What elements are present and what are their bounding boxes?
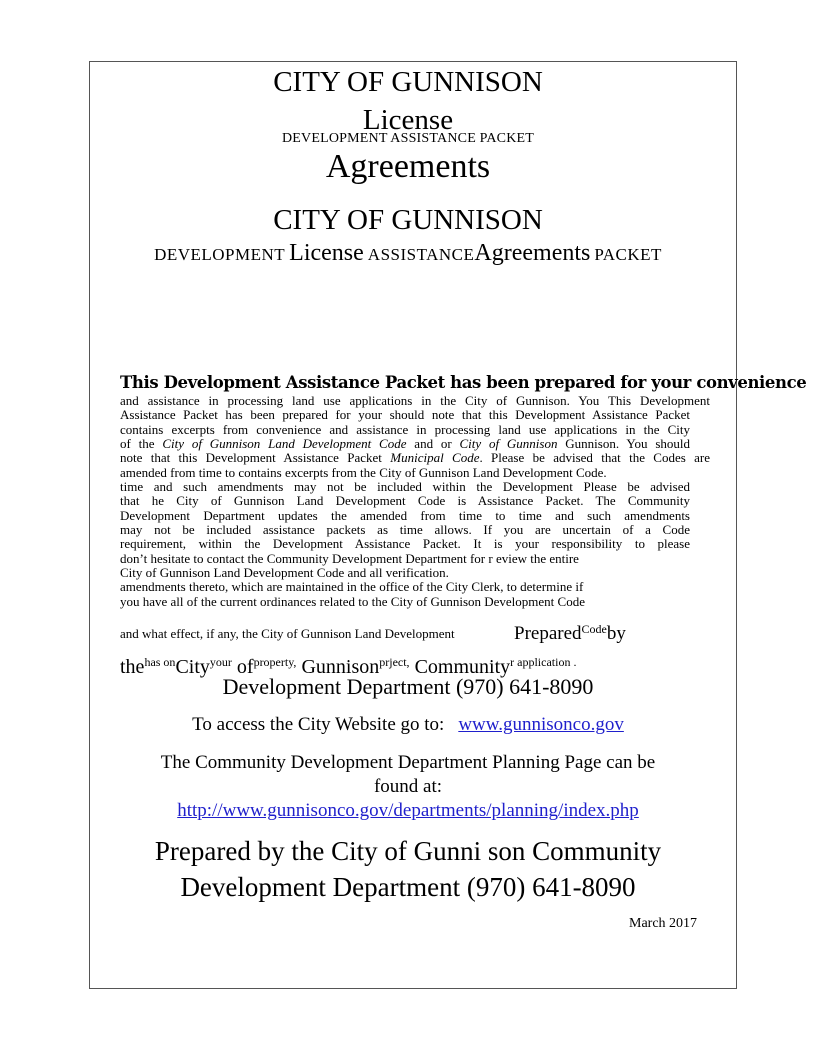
body-text-italic: City of Gunnison Land Development Code [162, 436, 407, 452]
body-line: Assistance Packet has been prepared for your should note that this Development Assistance Packet [120, 407, 690, 423]
title-city: CITY OF GUNNISON [273, 66, 543, 98]
body-line: contains excerpts from convenience and assistance in processing land use applications in the City [120, 421, 690, 437]
body-line: time and such amendments may not be included within the Development Please be advised [120, 479, 690, 495]
scramble-word: City [175, 656, 210, 678]
website-label: To access the City Website go to: [192, 714, 445, 735]
scramble-superscript: has on [144, 655, 176, 669]
mixed-word: License [289, 240, 364, 266]
scramble-superscript: . [570, 655, 577, 669]
scramble-word: of [236, 656, 254, 678]
body-text-run: note that this Development Assistance Packet [120, 450, 382, 466]
title-agreements: Agreements [325, 148, 491, 185]
mixed-title-line [0, 240, 816, 267]
body-line: and assistance in processing land use applications in the City of Gunnison. You This Development [120, 393, 710, 408]
scramble-superscript: your [209, 655, 232, 669]
body-line: may not be included assistance packets as time allows. If you are uncertain of a Code [120, 522, 690, 538]
body-line: that he City of Gunnison Land Development Code is Assistance Packet. The Community [120, 493, 690, 509]
prepared-by-department-line: Development Department (970) 641-8090 [180, 872, 636, 902]
document-date: March 2017 [629, 916, 698, 931]
scramble-word: the [120, 656, 145, 678]
body-line: City of Gunnison Land Development Code and all verification. [120, 565, 449, 581]
mixed-word: Agreements [474, 240, 591, 266]
prepared-word: Prepared [514, 623, 582, 644]
body-line [120, 437, 690, 451]
body-text-run: Gunnison. You should [557, 436, 690, 452]
title-city-repeat: CITY OF GUNNISON [273, 204, 543, 236]
department-phone-line: Development Department (970) 641-8090 [222, 674, 594, 699]
planning-text-line: The Community Development Department Planning Page can be [160, 752, 656, 773]
mixed-word: PACKET [594, 245, 662, 264]
title-license: License [362, 104, 454, 136]
scramble-superscript: property, [253, 655, 297, 669]
body-line: requirement, within the Development Assistance Packet. It is your responsibility to please [120, 536, 690, 552]
title-development-assistance-packet: DEVELOPMENT ASSISTANCE PACKET [281, 131, 535, 146]
body-line: Development Department updates the amended from time to time and such amendments [120, 507, 690, 523]
body-text-italic: City of Gunnison [459, 436, 558, 452]
body-line [120, 451, 710, 465]
planning-link-line [0, 800, 816, 822]
body-text-italic: Municipal Code [390, 450, 480, 466]
code-superscript: Code [581, 622, 607, 636]
scramble-word: Gunnison [301, 656, 380, 678]
body-line: you have all of the current ordinances related to the City of Gunnison Development Code [120, 593, 585, 609]
body-line: don’t hesitate to contact the Community Development Department for r eview the entire [120, 550, 579, 566]
by-word: by [606, 623, 626, 644]
planning-text-line: found at: [373, 776, 443, 797]
body-text-run: and or [406, 436, 460, 452]
website-link[interactable]: www.gunnisonco.gov [458, 714, 624, 735]
body-last-line: and what effect, if any, the City of Gunnison Land Development [120, 626, 455, 641]
prepared-code-by [514, 622, 626, 645]
intro-heading: This Development Assistance Packet has been prepared for your convenience [120, 373, 807, 392]
scramble-superscript: r application [510, 655, 571, 669]
planning-page-link[interactable]: http://www.gunnisonco.gov/departments/planning/index.php [177, 800, 639, 821]
website-line [0, 714, 816, 736]
body-line: amendments thereto, which are maintained in the office of the City Clerk, to determine if [120, 579, 584, 595]
body-line: amended from time to contains excerpts from the City of Gunnison Land Development Code. [120, 464, 607, 480]
body-text-run: . Please be advised that the Codes are [479, 450, 710, 466]
body-paragraph [120, 394, 710, 609]
scramble-superscript: prject, [379, 655, 410, 669]
prepared-by-line: Prepared by the City of Gunni son Community [154, 836, 662, 866]
mixed-word: DEVELOPMENT [154, 245, 286, 264]
mixed-word: ASSISTANCE [367, 245, 475, 264]
scramble-word: Community [414, 656, 511, 678]
body-text-run: of the [120, 436, 163, 452]
